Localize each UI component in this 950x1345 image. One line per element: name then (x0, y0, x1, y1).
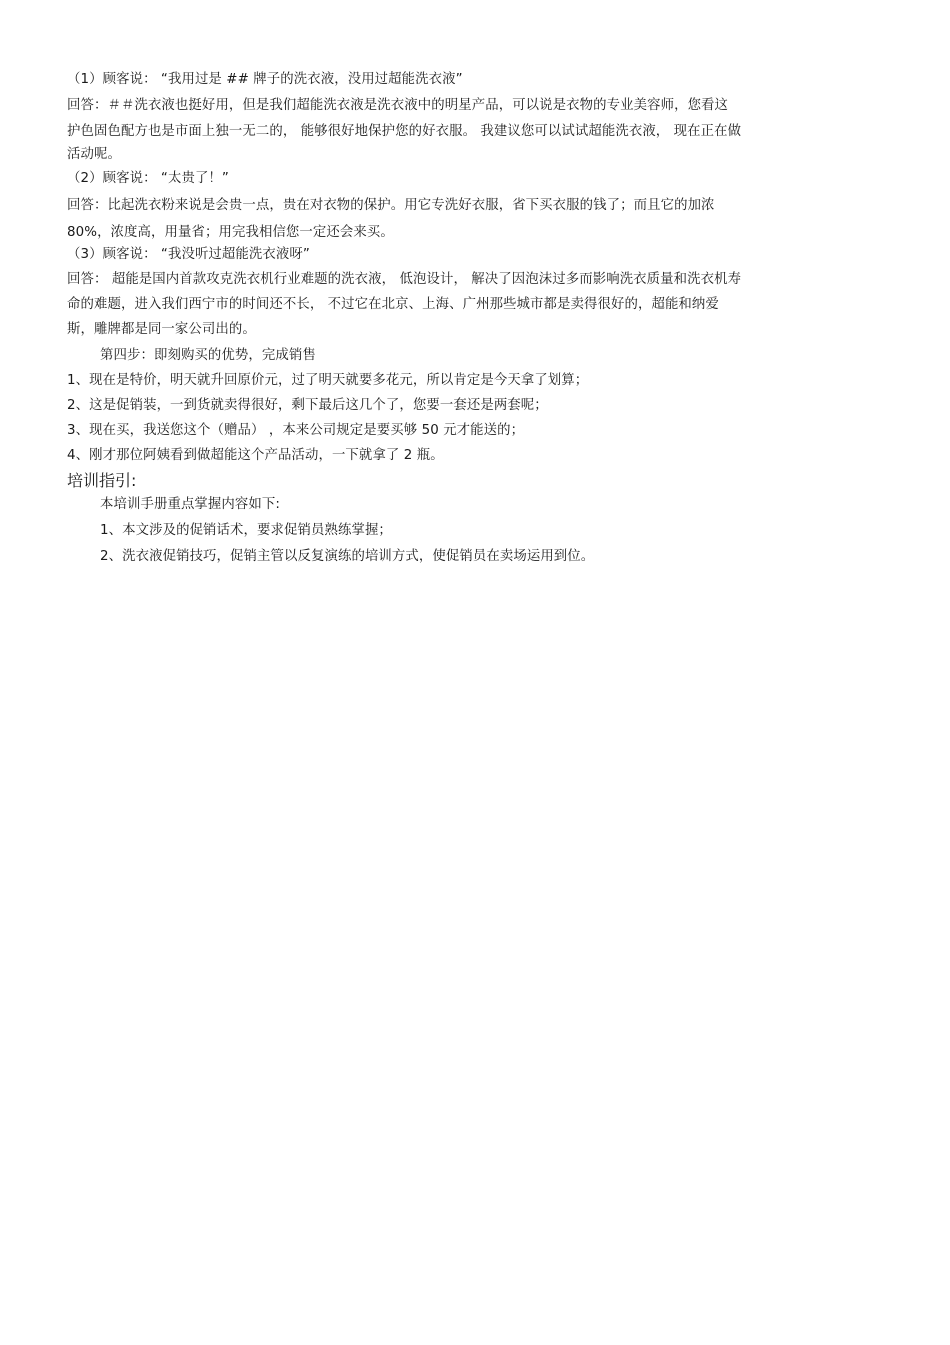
q1-answer-line-3: 活动呢。 (67, 147, 121, 162)
q1-answer-line-2: 护色固色配方也是市面上独一无二的， 能够很好地保护您的好衣服。 我建议您可以试试超能洗衣液， 现在正在做 (67, 124, 742, 139)
training-heading: 培训指引: (67, 471, 137, 490)
step4-title: 第四步：即刻购买的优势，完成销售 (100, 348, 316, 363)
training-intro: 本培训手册重点掌握内容如下: (100, 497, 280, 512)
training-item-1: 1、本文涉及的促销话术，要求促销员熟练掌握； (100, 523, 392, 538)
training-item-2: 2、洗衣液促销技巧，促销主管以反复演练的培训方式，使促销员在卖场运用到位。 (100, 549, 595, 564)
q1-answer-line-1: 回答：＃＃洗衣液也挺好用，但是我们超能洗衣液是洗衣液中的明星产品，可以说是衣物的专业美容师，您看这 (67, 98, 729, 113)
q3-answer-line-2: 命的难题，进入我们西宁市的时间还不长， 不过它在北京、上海、广州那些城市都是卖得很好的，超能和纳爱 (67, 297, 719, 312)
step4-item-1: 1、现在是特价，明天就升回原价元，过了明天就要多花元，所以肯定是今天拿了划算； (67, 373, 589, 388)
q3-answer-line-1: 回答： 超能是国内首款攻克洗衣机行业难题的洗衣液， 低泡设计， 解决了因泡沫过多而影响洗衣质量和洗衣机寿 (67, 272, 742, 287)
step4-item-4: 4、刚才那位阿姨看到做超能这个产品活动，一下就拿了 2 瓶。 (67, 448, 444, 463)
q1-question: （1）顾客说： “我用过是 ## 牌子的洗衣液，没用过超能洗衣液” (67, 72, 463, 87)
q3-question: （3）顾客说： “我没听过超能洗衣液呀” (67, 247, 310, 262)
q3-answer-line-3: 斯，雕牌都是同一家公司出的。 (67, 322, 256, 337)
step4-item-3: 3、现在买，我送您这个（赠品） ，本来公司规定是要买够 50 元才能送的； (67, 423, 525, 438)
step4-item-2: 2、这是促销装，一到货就卖得很好，剩下最后这几个了，您要一套还是两套呢； (67, 398, 548, 413)
q2-answer-line-2: 80%，浓度高，用量省；用完我相信您一定还会来买。 (67, 225, 394, 240)
q2-question: （2）顾客说： “太贵了！” (67, 171, 229, 186)
q2-answer-line-1: 回答：比起洗衣粉来说是会贵一点，贵在对衣物的保护。用它专洗好衣服，省下买衣服的钱了；而且它的加浓 (67, 198, 715, 213)
